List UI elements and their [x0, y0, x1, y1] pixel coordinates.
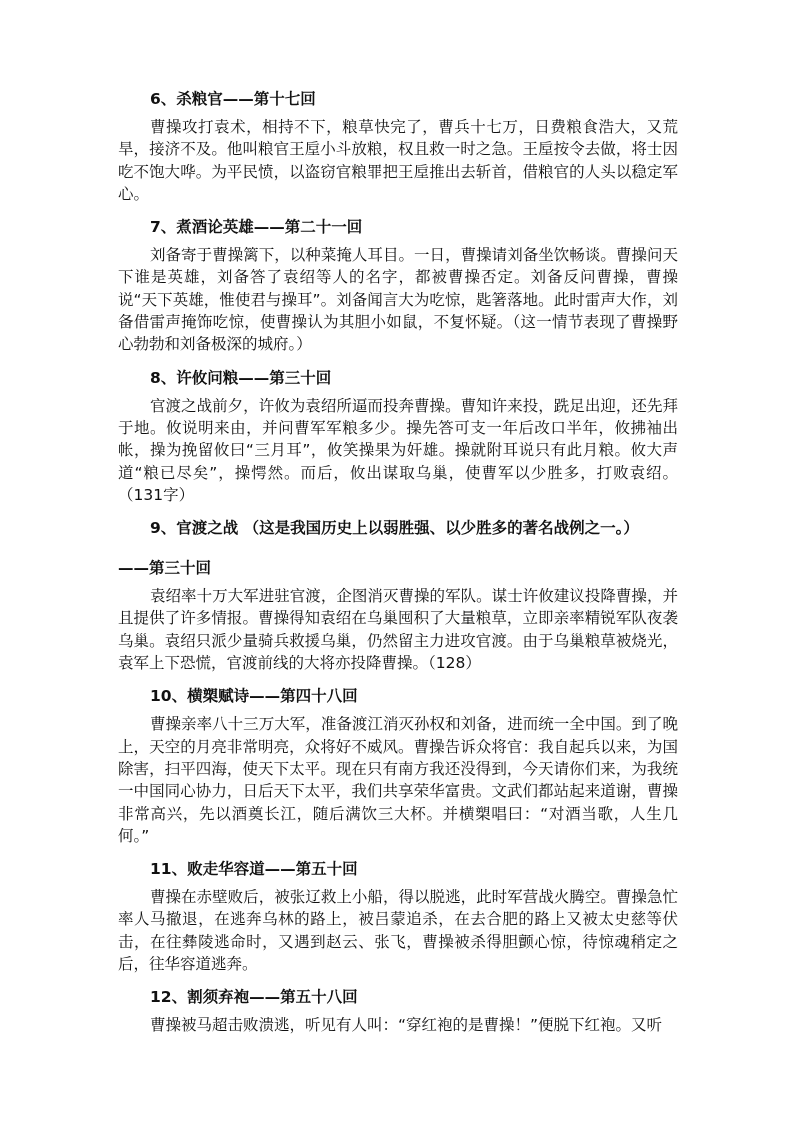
section-heading-9-continuation: ——第三十回 — [118, 559, 212, 578]
section-heading-9: 9、官渡之战 （这是我国历史上以弱胜强、以少胜多的著名战例之一。） — [150, 519, 639, 538]
section-body-9: 袁绍率十万大军进驻官渡，企图消灭曹操的军队。谋士许攸建议投降曹操，并且提供了许多情报。曹操得知袁绍在乌巢囤积了大量粮草，立即亲率精锐军队夜袭乌巢。袁绍只派少量骑兵救援乌巢，仍然留主力进攻官渡。由于乌巢粮草被烧光，袁军上下恐慌，官渡前线的大将亦投降曹操。（128） — [118, 587, 678, 673]
section-body-7: 刘备寄于曹操篱下，以种菜掩人耳目。一日，曹操请刘备坐饮畅谈。曹操问天下谁是英雄，刘备答了袁绍等人的名字，都被曹操否定。刘备反问曹操，曹操说“天下英雄，惟使君与操耳”。刘备闻言大为吃惊，匙箸落地。此时雷声大作，刘备借雷声掩饰吃惊，使曹操认为其胆小如鼠，不复怀疑。（这一情节表现了曹操野心勃勃和刘备极深的城府。） — [118, 246, 678, 354]
section-heading-12: 12、割须弃袍——第五十八回 — [150, 988, 358, 1007]
section-body-11: 曹操在赤壁败后，被张辽救上小船，得以脱逃，此时军营战火腾空。曹操急忙率人马撤退，在逃奔乌林的路上，被吕蒙追杀，在去合肥的路上又被太史慈等伏击，在往彝陵逃命时，又遇到赵云、张飞，曹操被杀得胆颤心惊，待惊魂稍定之后，往华容道逃奔。 — [118, 888, 678, 974]
section-heading-11: 11、败走华容道——第五十回 — [150, 860, 358, 879]
section-body-10: 曹操亲率八十三万大军，准备渡江消灭孙权和刘备，进而统一全中国。到了晚上，天空的月亮非常明亮，众将好不威风。曹操告诉众将官：我自起兵以来，为国除害，扫平四海，使天下太平。现在只有南方我还没得到，今天请你们来，为我统一中国同心协力，日后天下太平，我们共享荣华富贵。文武们都站起来道谢，曹操非常高兴，先以酒奠长江，随后满饮三大杯。并横槊唱曰：“对酒当歌，人生几何。” — [118, 715, 678, 845]
section-heading-8: 8、许攸问粮——第三十回 — [150, 368, 332, 387]
section-body-12: 曹操被马超击败溃逃，听见有人叫：“穿红袍的是曹操！”便脱下红袍。又听 — [150, 1016, 663, 1035]
section-heading-10: 10、横槊赋诗——第四十八回 — [150, 687, 358, 706]
section-body-8: 官渡之战前夕，许攸为袁绍所逼而投奔曹操。曹知许来投，跣足出迎，还先拜于地。攸说明来由，并问曹军军粮多少。操先答可支一年后改口半年，攸拂袖出帐，操为挽留攸曰“三月耳”，攸笑操果为奸雄。操就附耳说只有此月粮。攸大声道“粮已尽矣”，操愕然。而后，攸出谋取乌巢，使曹军以少胜多，打败袁绍。（131字） — [118, 396, 678, 504]
section-heading-6: 6、杀粮官——第十七回 — [150, 90, 316, 108]
section-heading-7: 7、煮酒论英雄——第二十一回 — [150, 218, 363, 237]
section-body-6: 曹操攻打袁术，相持不下，粮草快完了，曹兵十七万，日费粮食浩大，又荒旱，接济不及。他叫粮官王垕小斗放粮，权且救一时之急。王垕按令去做，将士因吃不饱大哗。为平民愤，以盗窃官粮罪把王垕推出去斩首，借粮官的人头以稳定军心。 — [118, 118, 678, 203]
document-content — [118, 88, 678, 1037]
